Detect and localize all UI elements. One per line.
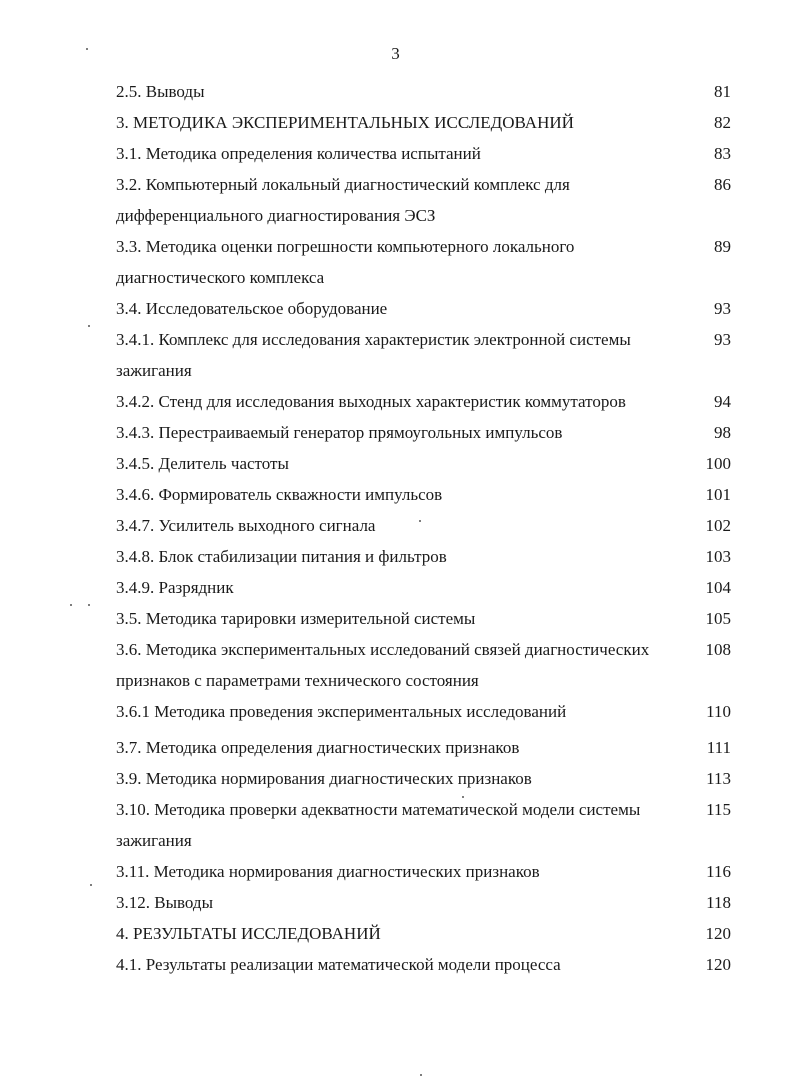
toc-entry-page: 101 [705,485,731,504]
scan-speck [86,48,88,50]
toc-entry [116,231,731,293]
toc-entry-page: 116 [706,862,731,881]
toc-entry [116,510,731,541]
toc-entry [116,293,731,324]
toc-entry-title: 3.4.7. Усилитель выходного сигнала [116,516,376,535]
toc-entry-title: 3.10. Методика проверки адекватности математической модели системы зажигания [116,800,641,850]
toc-entry-page: 82 [714,113,731,132]
toc-entry-title: 3.1. Методика определения количества испытаний [116,144,481,163]
toc-entry [116,324,731,386]
toc-entry-page: 118 [706,893,731,912]
scan-speck [88,325,90,327]
toc-entry [116,107,731,138]
toc-entry-page: 120 [705,924,731,943]
toc-entry-page: 83 [714,144,731,163]
toc-entry [116,417,731,448]
toc-entry-page: 108 [705,640,731,659]
toc-entry-page: 105 [705,609,731,628]
toc-entry [116,794,731,856]
toc-entry-title: 3.2. Компьютерный локальный диагностический комплекс для дифференциального диагностирования ЭСЗ [116,175,570,225]
toc-entry-page: 104 [705,578,731,597]
scan-speck [419,520,421,522]
toc-entry-title: 3.7. Методика определения диагностических признаков [116,738,520,757]
toc-entry-title: 3.6.1 Методика проведения экспериментальных исследований [116,702,567,721]
toc-entry [116,634,731,696]
toc-entry-title: 3.4.6. Формирователь скважности импульсов [116,485,443,504]
toc-entry-page: 100 [705,454,731,473]
toc-entry-title: 3.4.3. Перестраиваемый генератор прямоугольных импульсов [116,423,563,442]
toc-entry [116,603,731,634]
scan-speck [420,1074,422,1076]
toc-entry-page: 115 [706,800,731,819]
toc-entry-title: 3.4.5. Делитель частоты [116,454,289,473]
toc-entry-title: 3.4.9. Разрядник [116,578,234,597]
toc-entry-page: 86 [714,175,731,194]
toc-entry-title: 3.12. Выводы [116,893,214,912]
toc-entry-title: 4. РЕЗУЛЬТАТЫ ИССЛЕДОВАНИЙ [116,924,381,943]
toc-entry-title: 2.5. Выводы [116,82,205,101]
scan-speck [462,796,464,798]
scan-speck [90,884,92,886]
toc-entry-title: 3.4.1. Комплекс для исследования характеристик электронной системы зажигания [116,330,631,380]
toc-entry [116,138,731,169]
page-number: 3 [391,44,400,63]
toc-entry [116,856,731,887]
toc-entry-page: 93 [714,299,731,318]
toc-entry-page: 81 [714,82,731,101]
toc-entry-page: 120 [705,955,731,974]
toc-entry [116,76,731,107]
toc-entry-page: 113 [706,769,731,788]
toc-entry [116,572,731,603]
toc-entry [116,949,731,980]
toc-entry [116,732,731,763]
toc-entry-title: 3.4.2. Стенд для исследования выходных характеристик коммутаторов [116,392,626,411]
toc-entry-title: 3.5. Методика тарировки измерительной системы [116,609,476,628]
toc-entry-title: 4.1. Результаты реализации математической модели процесса [116,955,561,974]
toc-entry [116,918,731,949]
toc-entry [116,887,731,918]
toc-entry-title: 3.3. Методика оценки погрешности компьютерного локального диагностического комплекса [116,237,575,287]
toc-entry-page: 94 [714,392,731,411]
toc-entry-page: 110 [706,702,731,721]
scan-speck [70,604,72,606]
scan-speck [88,604,90,606]
toc-entry-page: 102 [705,516,731,535]
toc-entry [116,541,731,572]
toc-entry [116,763,731,794]
toc-entry-title: 3.6. Методика экспериментальных исследований связей диагностических признаков с параметрами технического состояния [116,640,650,690]
toc-entry [116,696,731,727]
toc-entry [116,169,731,231]
toc-entry-page: 103 [705,547,731,566]
toc-entry-title: 3.9. Методика нормирования диагностических признаков [116,769,532,788]
toc-entry-title: 3.4.8. Блок стабилизации питания и фильтров [116,547,447,566]
toc-entry-page: 111 [706,738,731,757]
toc-entry-title: 3.4. Исследовательское оборудование [116,299,388,318]
toc-entry-title: 3.11. Методика нормирования диагностических признаков [116,862,540,881]
toc-entry [116,448,731,479]
toc-entry-page: 89 [714,237,731,256]
toc-entry [116,386,731,417]
toc-entry-title: 3. МЕТОДИКА ЭКСПЕРИМЕНТАЛЬНЫХ ИССЛЕДОВАНИЙ [116,113,574,132]
toc-entry-page: 93 [714,330,731,349]
table-of-contents [116,76,731,980]
toc-entry-page: 98 [714,423,731,442]
toc-entry [116,479,731,510]
